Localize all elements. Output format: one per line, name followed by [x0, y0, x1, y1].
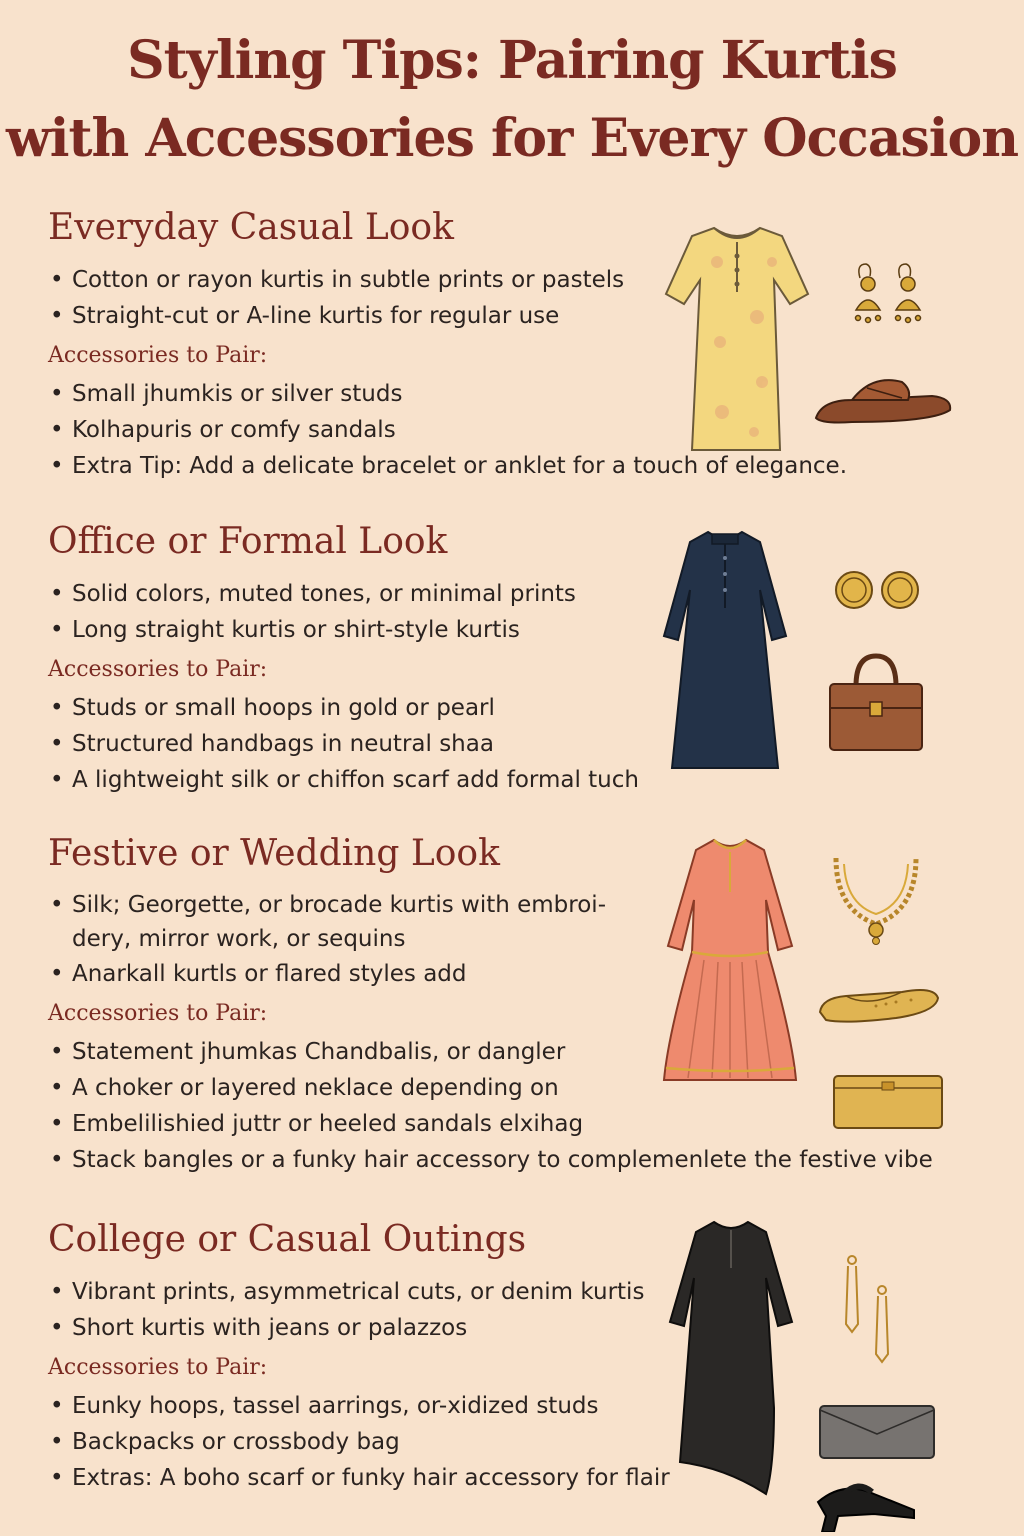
- section-heading: College or Casual Outings: [48, 1219, 527, 1260]
- list-item: • Embelilishied juttr or heeled sandals elxihag: [48, 1106, 1008, 1142]
- accessories-heading: Accessories to Pair:: [48, 1001, 268, 1026]
- list-item: • Anarkall kurtls or flared styles add: [48, 956, 1008, 992]
- title-line-1: Styling Tips: Pairing Kurtis: [127, 30, 897, 91]
- handbag-icon: [826, 652, 926, 754]
- title-line-2: with Accessories for Every Occasion: [5, 108, 1019, 169]
- list-item: • Small jhumkis or silver studs: [48, 376, 1008, 412]
- drop-earrings-icon: [838, 1254, 898, 1364]
- navy-kurti-icon: [660, 528, 790, 773]
- section-heading: Everyday Casual Look: [48, 207, 454, 248]
- coral-anarkali-icon: [660, 836, 800, 1086]
- heeled-sandal-icon: [814, 1476, 920, 1532]
- accessories-heading: Accessories to Pair:: [48, 657, 268, 682]
- accessories-heading: Accessories to Pair:: [48, 1355, 268, 1380]
- list-item: • Solid colors, muted tones, or minimal prints: [48, 576, 1008, 612]
- list-item: • Extra Tip: Add a delicate bracelet or anklet for a touch of elegance.: [48, 448, 1008, 484]
- list-item: • Straight-cut or A-line kurtis for regular use: [48, 298, 1008, 334]
- list-item: • Short kurtis with jeans or palazzos: [48, 1310, 1008, 1346]
- list-item: • Cotton or rayon kurtis in subtle prints or pastels: [48, 262, 1008, 298]
- list-item: • Vibrant prints, asymmetrical cuts, or denim kurtis: [48, 1274, 1008, 1310]
- necklace-icon: [828, 850, 924, 946]
- yellow-kurti-icon: [662, 222, 812, 457]
- list-item: • Extras: A boho scarf or funky hair accessory for flair: [48, 1460, 1008, 1496]
- list-item: • A choker or layered neklace depending on: [48, 1070, 1008, 1106]
- jhumka-earrings-icon: [846, 262, 936, 340]
- list-item: • Statement jhumkas Chandbalis, or dangler: [48, 1034, 1008, 1070]
- section-heading: Office or Formal Look: [48, 521, 448, 562]
- kolhapuri-sandal-icon: [812, 370, 958, 430]
- black-kurti-icon: [666, 1218, 796, 1500]
- section-everyday-casual: [48, 206, 1008, 484]
- grey-clutch-icon: [818, 1404, 936, 1460]
- section-heading: Festive or Wedding Look: [48, 833, 500, 874]
- list-item: • Backpacks or crossbody bag: [48, 1424, 1008, 1460]
- accessories-heading: Accessories to Pair:: [48, 343, 268, 368]
- list-item: • Structured handbags in neutral shaa: [48, 726, 1008, 762]
- clutch-icon: [832, 1074, 944, 1130]
- list-item: • Stack bangles or a funky hair accessory to complemenlete the festive vibe: [48, 1142, 1008, 1178]
- list-item: • Silk; Georgette, or brocade kurtis with embroi-dery, mirror work, or sequins: [48, 888, 632, 956]
- list-item: • Studs or small hoops in gold or pearl: [48, 690, 1008, 726]
- page-title: [0, 22, 1024, 178]
- list-item: • Eunky hoops, tassel aarrings, or-xidized studs: [48, 1388, 1008, 1424]
- list-item: • Long straight kurtis or shirt-style kurtis: [48, 612, 1008, 648]
- jutti-icon: [816, 978, 942, 1024]
- list-item: • Kolhapuris or comfy sandals: [48, 412, 1008, 448]
- list-item: • A lightweight silk or chiffon scarf add formal tuch: [48, 762, 1008, 798]
- stud-earrings-icon: [832, 568, 924, 614]
